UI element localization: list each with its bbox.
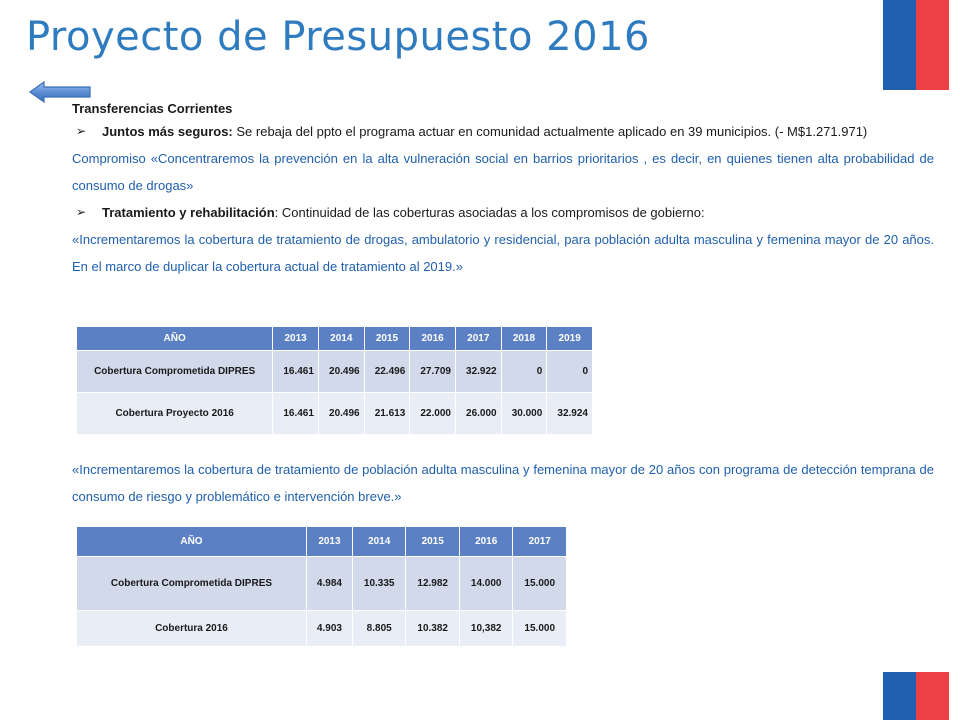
quote-incrementaremos-1: «Incrementaremos la cobertura de tratamiento de drogas, ambulatorio y residencial, para población adulta masculina y femenina mayor de 20 años. En el marco de duplicar la cobertura actual de tratamiento al 2019.» xyxy=(72,232,934,274)
table-cell: 4.984 xyxy=(306,557,352,611)
table-cell: 22.496 xyxy=(364,351,410,393)
table-cell: 0 xyxy=(501,351,547,393)
table-cell: 10,382 xyxy=(459,611,513,647)
table-header-cell: 2016 xyxy=(410,327,456,351)
bullet-bold: Juntos más seguros: xyxy=(102,124,233,139)
table-header-cell: 2014 xyxy=(352,527,406,557)
table-cell: 15.000 xyxy=(513,557,567,611)
table-row xyxy=(77,611,567,647)
table-header-cell: 2013 xyxy=(273,327,319,351)
bullet-text: : Continuidad de las coberturas asociadas a los compromisos de gobierno: xyxy=(274,205,705,220)
arrow-bullet-icon: ➢ xyxy=(76,205,87,219)
table-cell: 20.496 xyxy=(318,393,364,435)
table-row xyxy=(77,351,593,393)
table-row xyxy=(77,393,593,435)
flag-decoration-top xyxy=(883,0,949,90)
table-cell: 32.922 xyxy=(455,351,501,393)
row-label: Cobertura Comprometida DIPRES xyxy=(77,557,307,611)
table-header-cell: AÑO xyxy=(77,327,273,351)
quote-incrementaremos-2: «Incrementaremos la cobertura de tratamiento de población adulta masculina y femenina mayor de 20 años con programa de detección temprana de consumo de riesgo y problemático e intervención breve.» xyxy=(72,462,934,504)
row-label: Cobertura Comprometida DIPRES xyxy=(77,351,273,393)
bullet-text: Se rebaja del ppto el programa actuar en comunidad actualmente aplicado en 39 municipios. (- M$1.271.971) xyxy=(232,124,868,139)
table-cell: 32.924 xyxy=(547,393,593,435)
table-header-cell: 2017 xyxy=(455,327,501,351)
table-cell: 27.709 xyxy=(410,351,456,393)
table-cell: 10.335 xyxy=(352,557,406,611)
table-header-cell: 2017 xyxy=(513,527,567,557)
table-cell: 8.805 xyxy=(352,611,406,647)
table-header-cell: AÑO xyxy=(77,527,307,557)
coverage-table-1 xyxy=(76,326,593,435)
table-header-cell: 2016 xyxy=(459,527,513,557)
coverage-table-2 xyxy=(76,526,567,647)
flag-decoration-bottom xyxy=(883,672,949,720)
table-cell: 4.903 xyxy=(306,611,352,647)
table-header-cell: 2015 xyxy=(406,527,460,557)
table-header-cell: 2015 xyxy=(364,327,410,351)
table-cell: 0 xyxy=(547,351,593,393)
table-cell: 30.000 xyxy=(501,393,547,435)
quote-compromiso: Compromiso «Concentraremos la prevención en la alta vulneración social en barrios prioritarios , es decir, en quienes tienen alta probabilidad de consumo de drogas» xyxy=(72,151,934,193)
flag-red-stripe xyxy=(916,672,949,720)
table-cell: 16.461 xyxy=(273,393,319,435)
table-cell: 14.000 xyxy=(459,557,513,611)
page-title: Proyecto de Presupuesto 2016 xyxy=(26,14,650,60)
flag-blue-stripe xyxy=(883,0,916,90)
table-header-cell: 2019 xyxy=(547,327,593,351)
table-cell: 26.000 xyxy=(455,393,501,435)
bullet-item xyxy=(72,118,934,145)
table-cell: 22.000 xyxy=(410,393,456,435)
row-label: Cobertura Proyecto 2016 xyxy=(77,393,273,435)
flag-blue-stripe xyxy=(883,672,916,720)
row-label: Cobertura 2016 xyxy=(77,611,307,647)
table-cell: 20.496 xyxy=(318,351,364,393)
flag-red-stripe xyxy=(916,0,949,90)
table-cell: 12.982 xyxy=(406,557,460,611)
table-header-cell: 2013 xyxy=(306,527,352,557)
arrow-bullet-icon: ➢ xyxy=(76,124,87,138)
table-cell: 15.000 xyxy=(513,611,567,647)
table-header-cell: 2018 xyxy=(501,327,547,351)
table-header-cell: 2014 xyxy=(318,327,364,351)
bullet-bold: Tratamiento y rehabilitación xyxy=(102,205,275,220)
bullet-item xyxy=(72,199,934,226)
table-row xyxy=(77,557,567,611)
section-title: Transferencias Corrientes xyxy=(72,101,233,116)
table-cell: 10.382 xyxy=(406,611,460,647)
table-cell: 16.461 xyxy=(273,351,319,393)
table-cell: 21.613 xyxy=(364,393,410,435)
